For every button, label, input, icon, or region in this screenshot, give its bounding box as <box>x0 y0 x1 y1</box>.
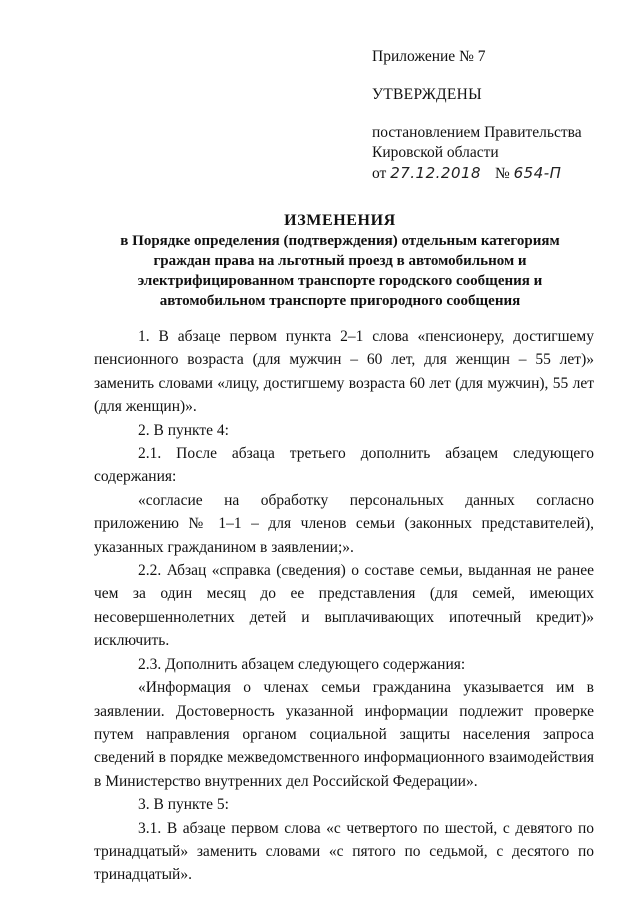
title-line: в Порядке определения (подтверждения) отдельным категориям <box>120 233 560 249</box>
region-line: Кировской области <box>372 144 499 161</box>
paragraph-2-1-quote: «согласие на обработку персональных данных согласно приложению № 1–1 – для членов семьи (законных представителей), указанных гражданином в заявлении;». <box>94 491 594 556</box>
paragraph-2-1: 2.1. После абзаца третьего дополнить абзацем следующего содержания: <box>94 445 594 486</box>
date-number-line <box>372 163 622 184</box>
paragraph-2: 2. В пункте 4: <box>138 421 229 439</box>
approval-block <box>372 47 622 184</box>
title-line: граждан права на льготный проезд в автомобильном и <box>153 253 527 269</box>
decree-line: постановлением Правительства <box>372 124 582 141</box>
paragraph-3: 3. В пункте 5: <box>138 796 229 814</box>
title-heading: ИЗМЕНЕНИЯ <box>284 212 396 229</box>
paragraph-3-1: 3.1. В абзаце первом слова «с четвертого по шестой, с девятого по тринадцатый» заменить словами «с пятого по седьмой, с десятого по тринадцатый». <box>94 819 594 884</box>
handwritten-date: 27.12.2018 <box>390 164 482 182</box>
handwritten-number: 654-П <box>513 164 562 182</box>
paragraph-1: 1. В абзаце первом пункта 2–1 слова «пенсионеру, достигшему пенсионного возраста (для мужчин – 60 лет, для женщин – 55 лет)» заменить словами «лицу, достигшему возраста 60 лет (для мужчин), 55 лет (для женщин)». <box>94 328 594 416</box>
from-label: от <box>372 165 387 182</box>
document-body <box>94 325 594 887</box>
title-line: автомобильном транспорте пригородного сообщения <box>159 293 521 309</box>
document-title <box>105 211 575 311</box>
paragraph-2-2: 2.2. Абзац «справка (сведения) о составе семьи, выданная не ранее чем за один месяц до ее представления (для семей, имеющих несовершеннолетних детей и выплачивающих ипотечный кредит)» исключить. <box>94 562 594 650</box>
paragraph-2-3-quote: «Информация о членах семьи гражданина указывается им в заявлении. Достоверность указанной информации подлежит проверке путем направления органом социальной защиты населения запроса сведений в порядке межведомственного информационного взаимодействия в Министерство внутренних дел Российской Федерации». <box>94 679 594 790</box>
title-line: электрифицированном транспорте городского сообщения и <box>137 273 543 289</box>
approved-label: УТВЕРЖДЕНЫ <box>372 86 482 103</box>
number-label: № <box>494 165 510 182</box>
annex-label: Приложение № 7 <box>372 48 486 65</box>
paragraph-2-3: 2.3. Дополнить абзацем следующего содержания: <box>138 655 466 673</box>
